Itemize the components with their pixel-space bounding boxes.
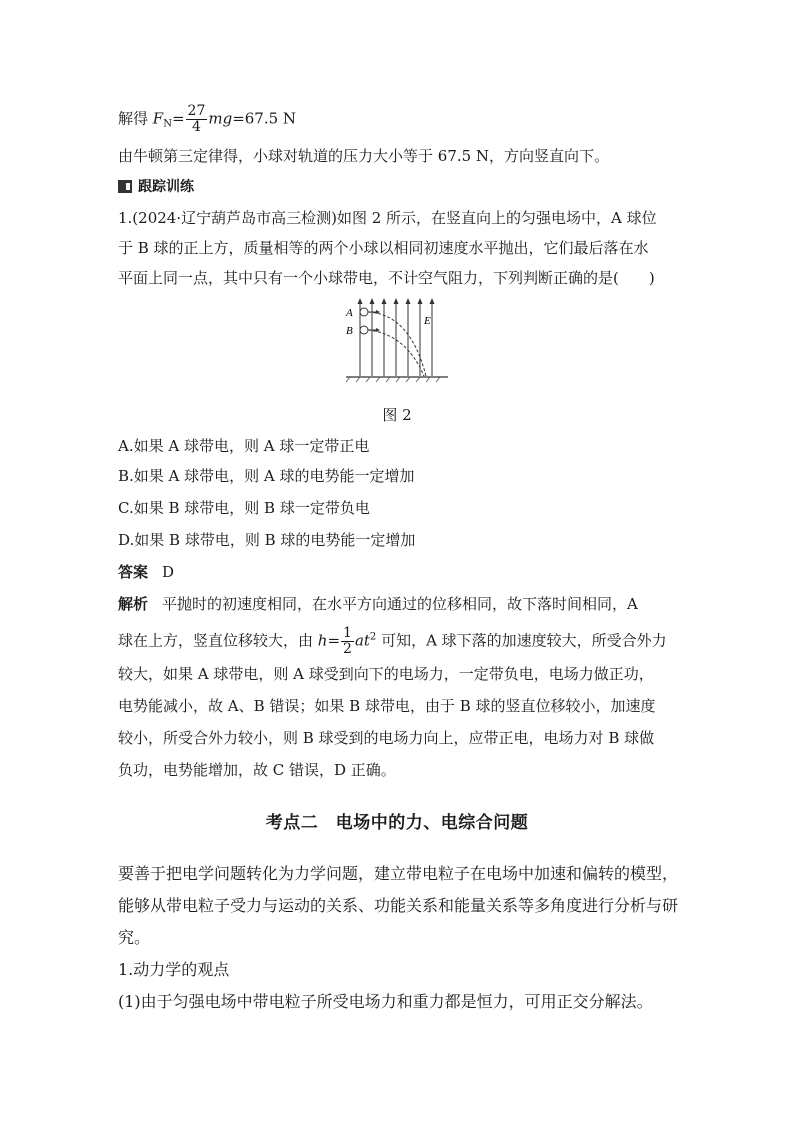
solution-prefix: 解得	[118, 109, 153, 128]
answer-value: D	[162, 563, 175, 581]
label-e: E	[424, 315, 431, 327]
answer-line	[118, 562, 174, 582]
force-subscript: N	[163, 118, 172, 130]
trajectory-a	[368, 312, 426, 376]
solution-result: =67.5 N	[232, 109, 297, 128]
intro-line-2: 能够从带电粒子受力与运动的关系、功能关系和能量关系等多角度进行分析与研	[118, 896, 679, 915]
option-d: D.如果 B 球带电，则 B 球的电势能一定增加	[118, 531, 416, 549]
half-denominator: 2	[343, 641, 352, 657]
answer-label: 答案	[118, 563, 149, 581]
fraction-numerator: 27	[187, 103, 206, 119]
label-b: B	[346, 325, 353, 337]
figure-caption: 图 2	[382, 406, 412, 424]
formula-at: at	[354, 631, 370, 650]
ground-hatch	[346, 377, 440, 382]
analysis-text-1: 平抛时的初速度相同，在水平方向通过的位移相同，故下落时间相同，A	[162, 595, 638, 613]
question-line-1: 1.(2024·辽宁葫芦岛市高三检测)如图 2 所示，在竖直向上的匀强电场中，A 球位	[118, 209, 657, 227]
question-line-3: 平面上同一点，其中只有一个小球带电，不计空气阻力，下列判断正确的是( )	[118, 269, 655, 287]
ball-b	[360, 326, 368, 334]
fraction	[186, 104, 208, 135]
half-fraction	[341, 626, 354, 657]
analysis-text-2b: 可知，A 球下落的加速度较大，所受合外力	[376, 631, 667, 650]
intro-line-3: 究。	[118, 928, 151, 947]
equals-sign: =	[171, 109, 185, 128]
analysis-line-1	[118, 594, 638, 614]
analysis-line-2	[118, 626, 667, 657]
section-label: 跟踪训练	[138, 179, 194, 195]
analysis-line-6: 负功，电势能增加，故 C 错误，D 正确。	[118, 761, 396, 779]
mg-term: mg	[208, 109, 233, 128]
fraction-denominator: 4	[191, 119, 201, 135]
option-a: A.如果 A 球带电，则 A 球一定带正电	[118, 437, 370, 455]
option-b: B.如果 A 球带电，则 A 球的电势能一定增加	[118, 467, 415, 485]
point-1: (1)由于匀强电场中带电粒子所受电场力和重力都是恒力，可用正交分解法。	[118, 992, 653, 1011]
half-numerator: 1	[343, 625, 352, 641]
newton-line: 由牛顿第三定律得，小球对轨道的压力大小等于 67.5 N，方向竖直向下。	[118, 147, 610, 165]
section-heading: 考点二 电场中的力、电综合问题	[265, 813, 529, 833]
section-marker-icon	[118, 180, 132, 193]
analysis-line-4: 电势能减小，故 A、B 错误；如果 B 球带电，由于 B 球的竖直位移较小，加速度	[118, 697, 656, 715]
solution-line	[118, 104, 296, 135]
question-line-2: 于 B 球的正上方，质量相等的两个小球以相同初速度水平抛出，它们最后落在水	[118, 239, 649, 257]
sub-heading: 1.动力学的观点	[118, 960, 230, 979]
field-arrowheads	[358, 298, 435, 304]
analysis-line-3: 较大，如果 A 球带电，则 A 球受到向下的电场力，一定带负电，电场力做正功，	[118, 665, 654, 683]
figure-electric-field	[340, 296, 452, 382]
analysis-line-5: 较小，所受合外力较小，则 B 球受到的电场力向上，应带正电，电场力对 B 球做	[118, 729, 655, 747]
force-symbol: F	[152, 109, 164, 128]
analysis-text-2a: 球在上方，竖直位移较大，由	[118, 631, 318, 650]
option-c: C.如果 B 球带电，则 B 球一定带负电	[118, 499, 370, 517]
label-a: A	[346, 307, 353, 319]
analysis-label: 解析	[118, 595, 149, 613]
section-header	[118, 176, 194, 196]
intro-line-1: 要善于把电学问题转化为力学问题，建立带电粒子在电场中加速和偏转的模型，	[118, 864, 679, 883]
ball-a	[360, 308, 368, 316]
formula-h: h=	[317, 631, 341, 650]
formula-square: 2	[369, 631, 377, 643]
